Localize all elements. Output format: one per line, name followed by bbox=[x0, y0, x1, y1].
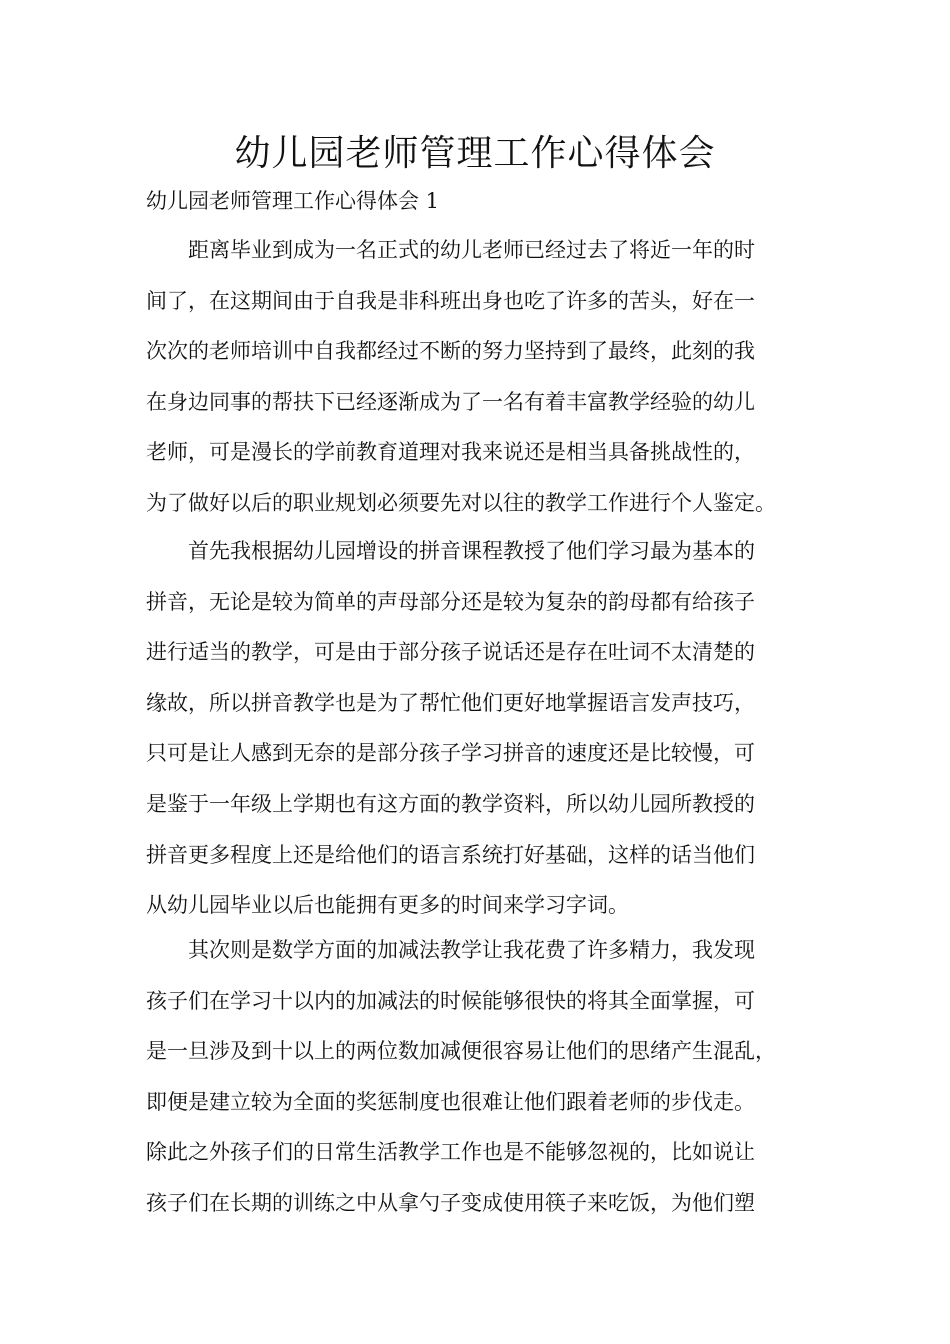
paragraph-line: 距离毕业到成为一名正式的幼儿老师已经过去了将近一年的时 bbox=[188, 238, 755, 262]
paragraph-line: 孩子们在学习十以内的加减法的时候能够很快的将其全面掌握，可 bbox=[146, 988, 755, 1013]
paragraph-line: 拼音更多程度上还是给他们的语言系统打好基础，这样的话当他们 bbox=[146, 842, 755, 867]
paragraph-line: 是一旦涉及到十以上的两位数加减便很容易让他们的思绪产生混乱， bbox=[146, 1039, 776, 1064]
paragraph-line: 为了做好以后的职业规划必须要先对以往的教学工作进行个人鉴定。 bbox=[146, 490, 776, 515]
paragraph-line: 是鉴于一年级上学期也有这方面的教学资料，所以幼儿园所教授的 bbox=[146, 791, 755, 816]
paragraph-line: 在身边同事的帮扶下已经逐渐成为了一名有着丰富教学经验的幼儿 bbox=[146, 389, 755, 414]
paragraph-line: 间了，在这期间由于自我是非科班出身也吃了许多的苦头，好在一 bbox=[146, 288, 755, 313]
document-title: 幼儿园老师管理工作心得体会 bbox=[234, 133, 716, 174]
paragraph-line: 其次则是数学方面的加减法教学让我花费了许多精力，我发现 bbox=[188, 938, 755, 962]
paragraph-line: 孩子们在长期的训练之中从拿勺子变成使用筷子来吃饭，为他们塑 bbox=[146, 1190, 755, 1215]
paragraph-line: 除此之外孩子们的日常生活教学工作也是不能够忽视的，比如说让 bbox=[146, 1140, 755, 1165]
paragraph-3 bbox=[146, 925, 836, 1229]
paragraph-line: 拼音，无论是较为简单的声母部分还是较为复杂的韵母都有给孩子 bbox=[146, 589, 755, 614]
paragraph-line: 缘故，所以拼音教学也是为了帮忙他们更好地掌握语言发声技巧， bbox=[146, 690, 755, 715]
paragraph-line: 只可是让人感到无奈的是部分孩子学习拼音的速度还是比较慢，可 bbox=[146, 741, 755, 766]
paragraph-line: 老师，可是漫长的学前教育道理对我来说还是相当具备挑战性的， bbox=[146, 440, 755, 465]
paragraph-1 bbox=[146, 225, 836, 529]
paragraph-line: 从幼儿园毕业以后也能拥有更多的时间来学习字词。 bbox=[146, 893, 629, 918]
paragraph-2 bbox=[146, 526, 836, 931]
paragraph-line: 进行适当的教学，可是由于部分孩子说话还是存在吐词不太清楚的 bbox=[146, 640, 755, 665]
paragraph-line: 即便是建立较为全面的奖惩制度也很难让他们跟着老师的步伐走。 bbox=[146, 1089, 755, 1114]
paragraph-line: 次次的老师培训中自我都经过不断的努力坚持到了最终，此刻的我 bbox=[146, 339, 755, 364]
document-subtitle: 幼儿园老师管理工作心得体会 1 bbox=[146, 189, 440, 213]
paragraph-line: 首先我根据幼儿园增设的拼音课程教授了他们学习最为基本的 bbox=[188, 539, 755, 563]
